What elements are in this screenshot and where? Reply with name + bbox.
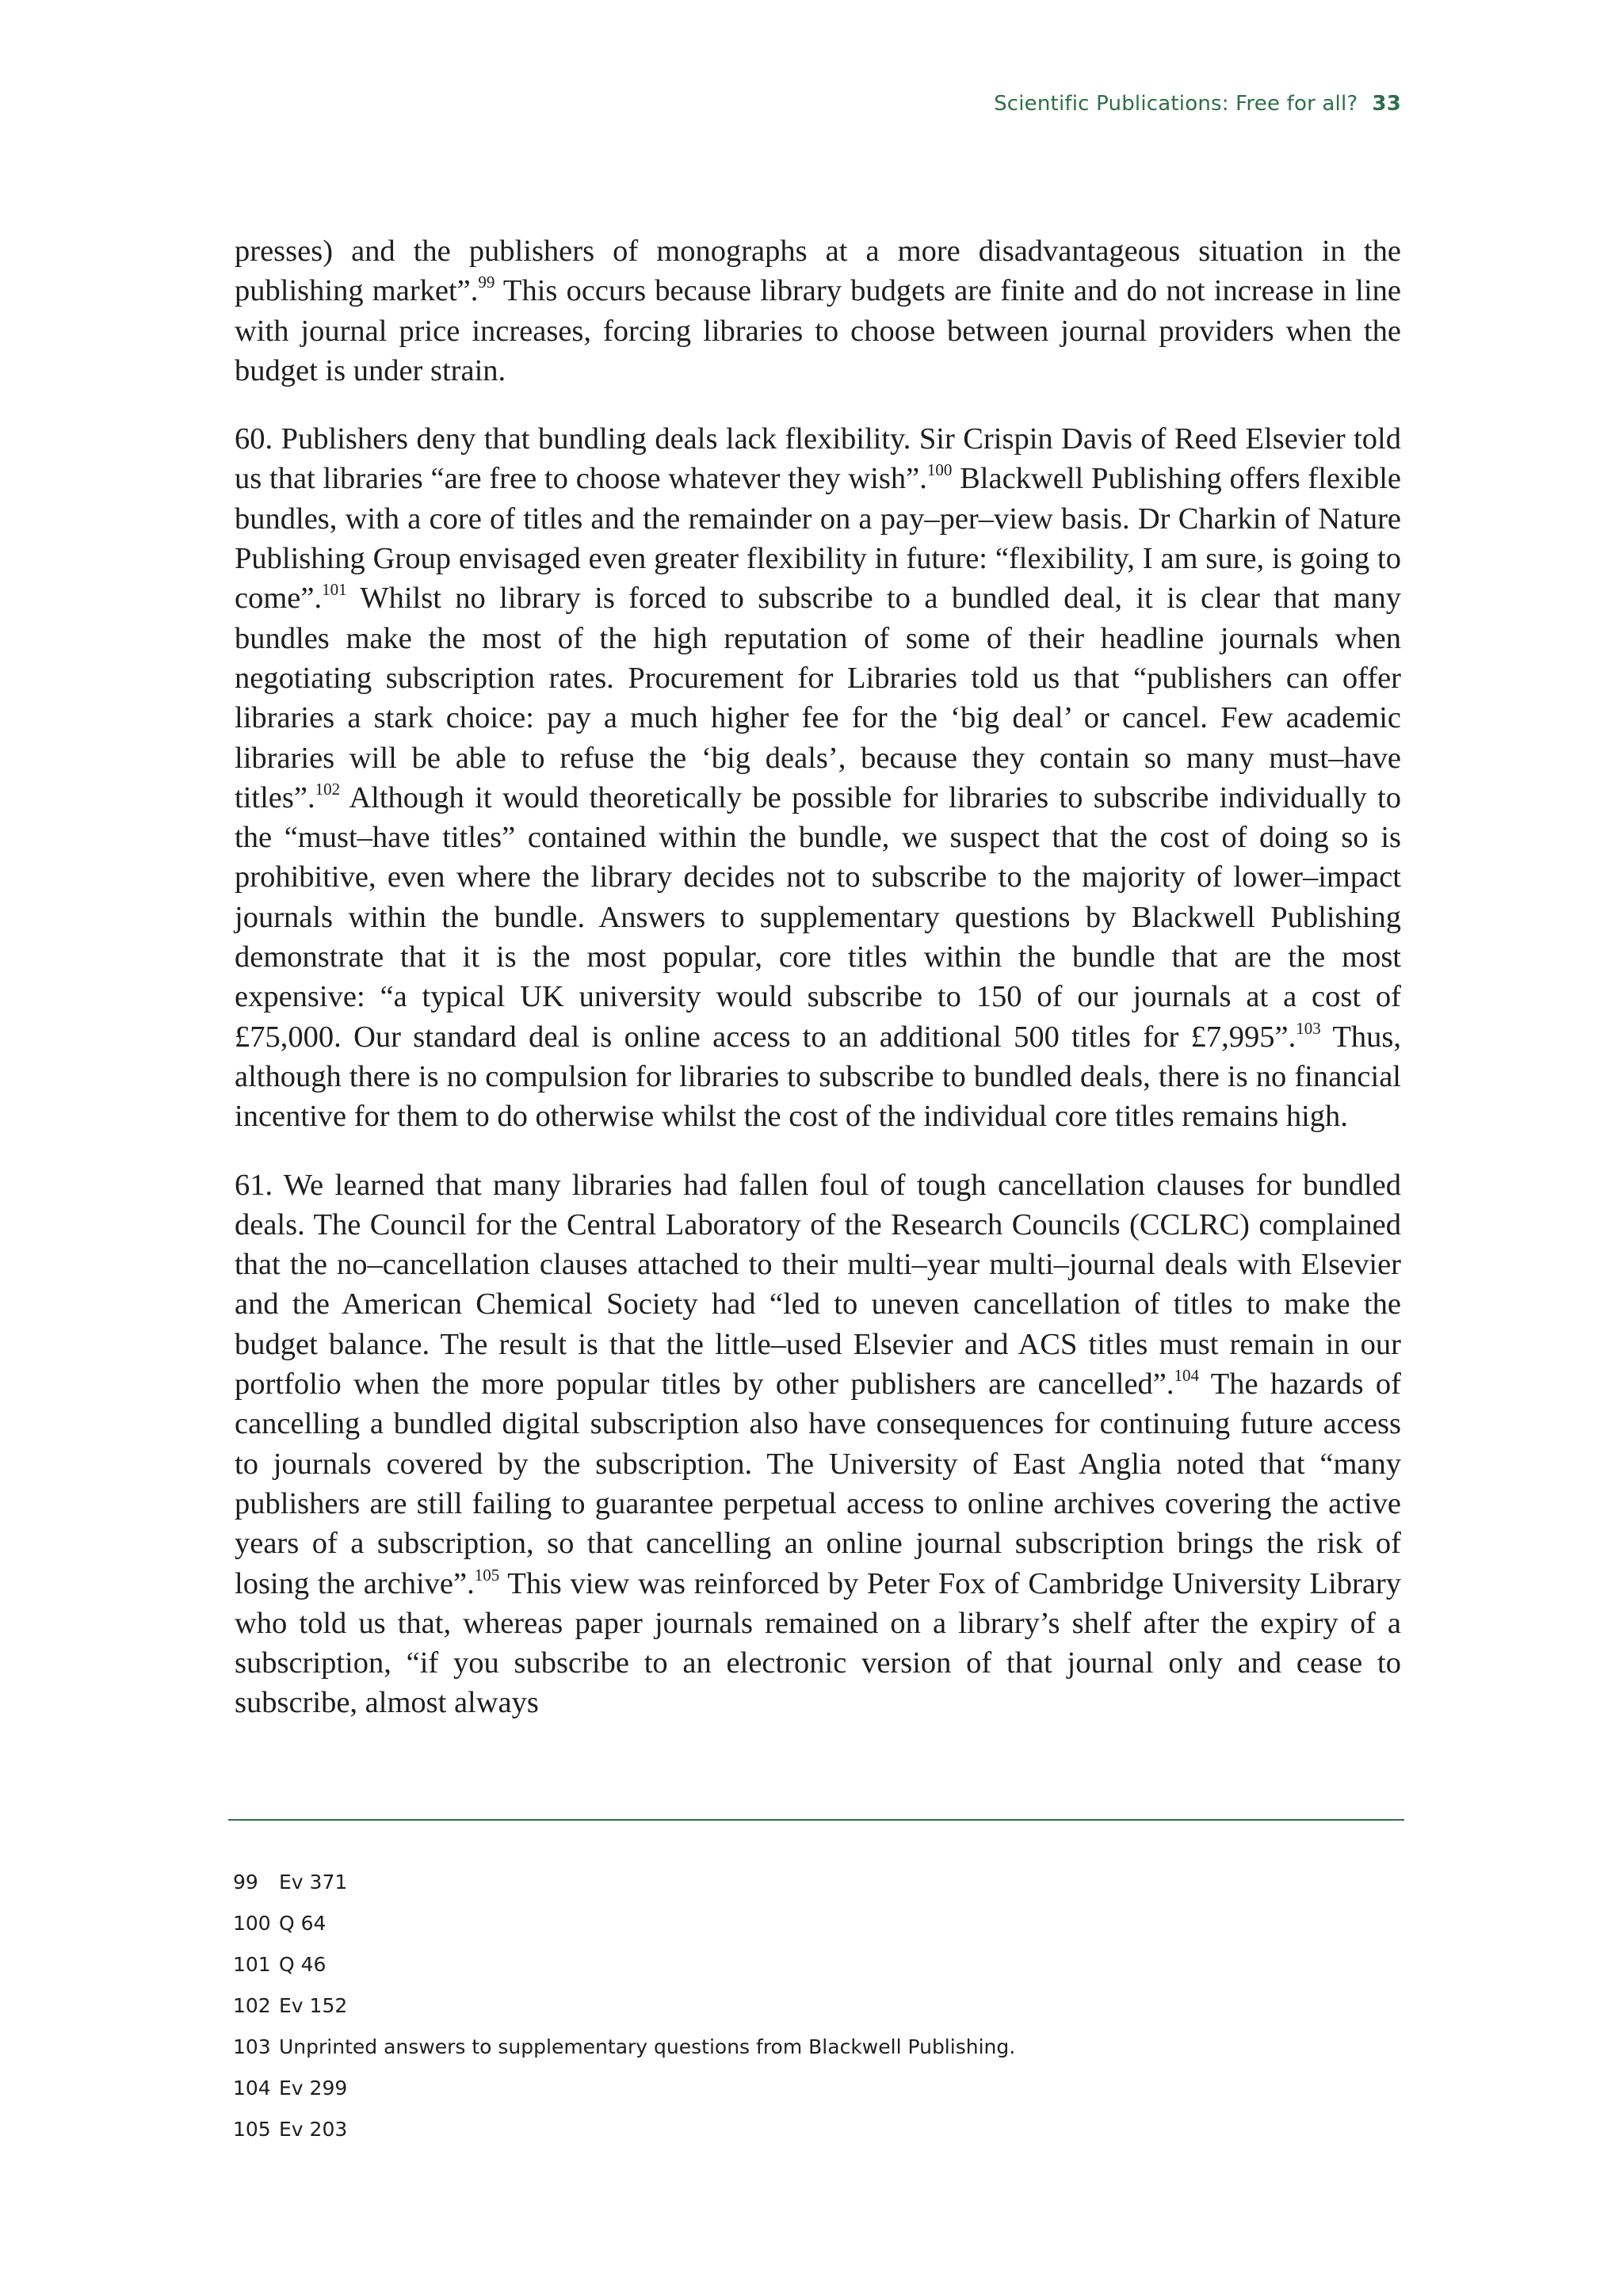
footnote-item <box>233 1944 1398 1985</box>
footnote-item <box>233 1903 1398 1944</box>
footnote-text: Q 46 <box>279 1953 327 1976</box>
body-text <box>235 231 1401 1752</box>
footnote-text: Ev 299 <box>279 2077 348 2100</box>
footnote-ref: 101 <box>322 580 347 600</box>
text-run: Whilst no library is forced to subscribe to a bundled deal, it is clear that many bundles make the most of the high reputation of some of their headline journals when negotiating subscription rates. Procurement for Libraries told us that “publishers can offer libraries a stark choice: pay a much higher fee for the ‘big deal’ or cancel. Few academic libraries will be able to refuse the ‘big deals’, because they contain so many must–have titles”. <box>235 582 1401 814</box>
footnote-number: 99 <box>233 1871 258 1894</box>
footnote-text: Unprinted answers to supplementary questions from Blackwell Publishing. <box>279 2035 1016 2058</box>
footnote-text: Q 64 <box>279 1912 327 1935</box>
footnote-text: Ev 152 <box>279 1994 348 2017</box>
text-run: This view was reinforced by Peter Fox of Cambridge University Library who told us that, whereas paper journals remained on a library’s shelf after the expiry of a subscription, “if you subscribe to an electronic version of that journal only and cease to subscribe, almost always <box>235 1566 1402 1720</box>
footnote-number: 102 <box>233 1994 271 2017</box>
footnote-ref: 100 <box>926 460 953 480</box>
paragraph-60 <box>235 419 1401 1136</box>
text-run: 61. We learned that many libraries had fallen foul of tough cancellation clauses for bundled deals. The Council for the Central Laboratory of the Research Councils (CCLRC) complained that the no–cancellation clauses attached to their multi–year multi–journal deals with Elsevier and the American Chemical Society had “led to uneven cancellation of titles to make the budget balance. The result is that the little–used Elsevier and ACS titles must remain in our portfolio when the more popular titles by other publishers are cancelled”. <box>235 1168 1401 1402</box>
footnote-item <box>233 1862 1398 1903</box>
text-run: Although it would theoretically be possible for libraries to subscribe individually to the “must–have titles” contained within the bundle, we suspect that the cost of doing so is prohibitive, even where the library decides not to subscribe to the majority of lower–impact journals within the bundle. Answers to supplementary questions by Blackwell Publishing demonstrate that it is the most popular, core titles within the bundle that are the most expensive: “a typical UK university would subscribe to 150 of our journals at a cost of £75,000. Our standard deal is online access to an additional 500 titles for £7,995”. <box>235 780 1401 1054</box>
footnote-divider <box>228 1819 1404 1821</box>
footnote-item <box>233 2068 1398 2109</box>
footnote-number: 103 <box>233 2035 271 2058</box>
text-run: Thus, although there is no compulsion for libraries to subscribe to bundled deals, there is no financial incentive for them to do otherwise whilst the cost of the individual core titles remains high. <box>235 1020 1401 1134</box>
text-run: presses) and the publishers of monographs at a more disadvantageous situation in the publishing market”. <box>235 235 1401 308</box>
footnote-item <box>233 1985 1398 2027</box>
footnote-text: Ev 203 <box>279 2118 348 2141</box>
footnote-ref: 105 <box>474 1565 500 1585</box>
footnote-number: 104 <box>233 2077 271 2100</box>
text-run: 60. Publishers deny that bundling deals lack flexibility. Sir Crispin Davis of Reed Elsevier told us that libraries “are free to choose whatever they wish”. <box>235 422 1401 496</box>
page-number: 33 <box>1372 92 1401 116</box>
footnote-item <box>233 2109 1398 2150</box>
footnote-number: 105 <box>233 2118 271 2141</box>
footnotes-list <box>233 1862 1398 2150</box>
footnote-text: Ev 371 <box>279 1871 348 1894</box>
text-run: Blackwell Publishing offers flexible bundles, with a core of titles and the remainder on a pay–per–view basis. Dr Charkin of Nature Publishing Group envisaged even greater flexibility in future: “flexibility, I am sure, is going to come”. <box>235 462 1401 616</box>
running-header <box>994 92 1401 116</box>
running-title: Scientific Publications: Free for all? <box>994 92 1358 116</box>
paragraph-61 <box>235 1165 1401 1723</box>
footnote-ref: 104 <box>1174 1366 1200 1386</box>
text-run: This occurs because library budgets are finite and do not increase in line with journal price increases, forcing libraries to choose between journal providers when the budget is under strain. <box>235 274 1401 387</box>
text-run: The hazards of cancelling a bundled digital subscription also have consequences for continuing future access to journals covered by the subscription. The University of East Anglia noted that “many publishers are still failing to guarantee perpetual access to online archives covering the active years of a subscription, so that cancelling an online journal subscription brings the risk of losing the archive”. <box>235 1367 1401 1600</box>
footnote-number: 100 <box>233 1912 271 1935</box>
footnote-ref: 102 <box>315 779 341 799</box>
footnote-number: 101 <box>233 1953 271 1976</box>
paragraph-continued <box>235 231 1401 391</box>
footnote-ref: 103 <box>1296 1018 1321 1038</box>
footnote-ref: 99 <box>478 273 495 292</box>
footnote-item <box>233 2027 1398 2068</box>
